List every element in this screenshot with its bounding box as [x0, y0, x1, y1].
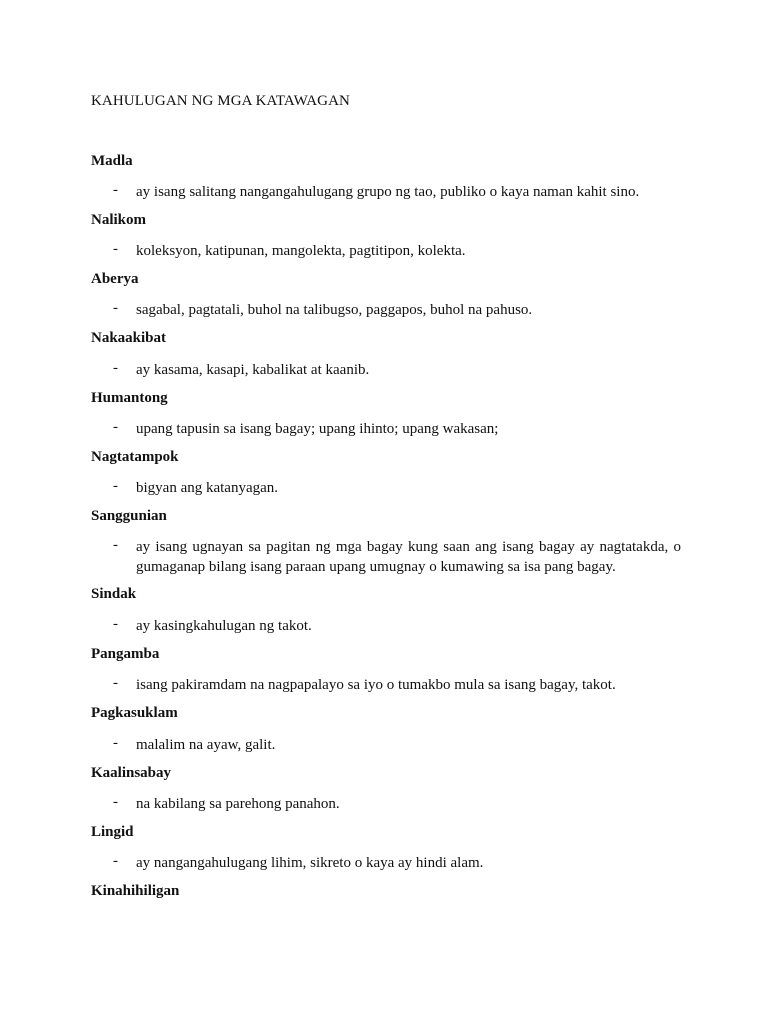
- definition-dash: -: [113, 616, 118, 632]
- definition-dash: -: [113, 675, 118, 691]
- term-kinahihiligan: Kinahihiligan: [91, 883, 180, 899]
- definition-nagtatampok: bigyan ang katanyagan.: [136, 480, 279, 496]
- document-title: KAHULUGAN NG MGA KATAWAGAN: [91, 93, 350, 109]
- term-kaalinsabay: Kaalinsabay: [91, 765, 172, 781]
- definition-pangamba: isang pakiramdam na nagpapalayo sa iyo o tumakbo mula sa isang bagay, takot.: [136, 677, 616, 693]
- term-aberya: Aberya: [91, 271, 139, 287]
- term-sindak: Sindak: [91, 586, 137, 602]
- definition-lingid: ay nangangahulugang lihim, sikreto o kaya ay hindi alam.: [136, 855, 484, 871]
- definition-pagkasuklam: malalim na ayaw, galit.: [136, 737, 276, 753]
- definition-humantong: upang tapusin sa isang bagay; upang ihinto; upang wakasan;: [136, 421, 499, 437]
- term-pangamba: Pangamba: [91, 646, 160, 662]
- term-madla: Madla: [91, 153, 133, 169]
- definition-nalikom: koleksyon, katipunan, mangolekta, pagtitipon, kolekta.: [136, 243, 466, 259]
- term-pagkasuklam: Pagkasuklam: [91, 705, 178, 721]
- definition-dash: -: [113, 300, 118, 316]
- term-nalikom: Nalikom: [91, 212, 147, 228]
- term-lingid: Lingid: [91, 824, 134, 840]
- definition-dash: -: [113, 735, 118, 751]
- definition-dash: -: [113, 478, 118, 494]
- term-sanggunian: Sanggunian: [91, 508, 167, 524]
- definition-sanggunian: ay isang ugnayan sa pagitan ng mga bagay kung saan ang isang bagay ay nagtatakda, o gumaganap bilang isang paraan upang umugnay o kumawing sa isa pang bagay.: [136, 539, 681, 575]
- definition-sindak: ay kasingkahulugan ng takot.: [136, 618, 312, 634]
- term-nagtatampok: Nagtatampok: [91, 449, 179, 465]
- definition-dash: -: [113, 794, 118, 810]
- definition-aberya: sagabal, pagtatali, buhol na talibugso, paggapos, buhol na pahuso.: [136, 302, 533, 318]
- definition-dash: -: [113, 182, 118, 198]
- term-nakaakibat: Nakaakibat: [91, 330, 167, 346]
- definition-dash: -: [113, 853, 118, 869]
- definition-madla: ay isang salitang nangangahulugang grupo ng tao, publiko o kaya naman kahit sino.: [136, 184, 640, 200]
- definition-nakaakibat: ay kasama, kasapi, kabalikat at kaanib.: [136, 362, 370, 378]
- term-humantong: Humantong: [91, 390, 168, 406]
- definition-kaalinsabay: na kabilang sa parehong panahon.: [136, 796, 340, 812]
- definition-dash: -: [113, 360, 118, 376]
- definition-dash: -: [113, 419, 118, 435]
- definition-dash: -: [113, 241, 118, 257]
- definition-dash: -: [113, 537, 118, 553]
